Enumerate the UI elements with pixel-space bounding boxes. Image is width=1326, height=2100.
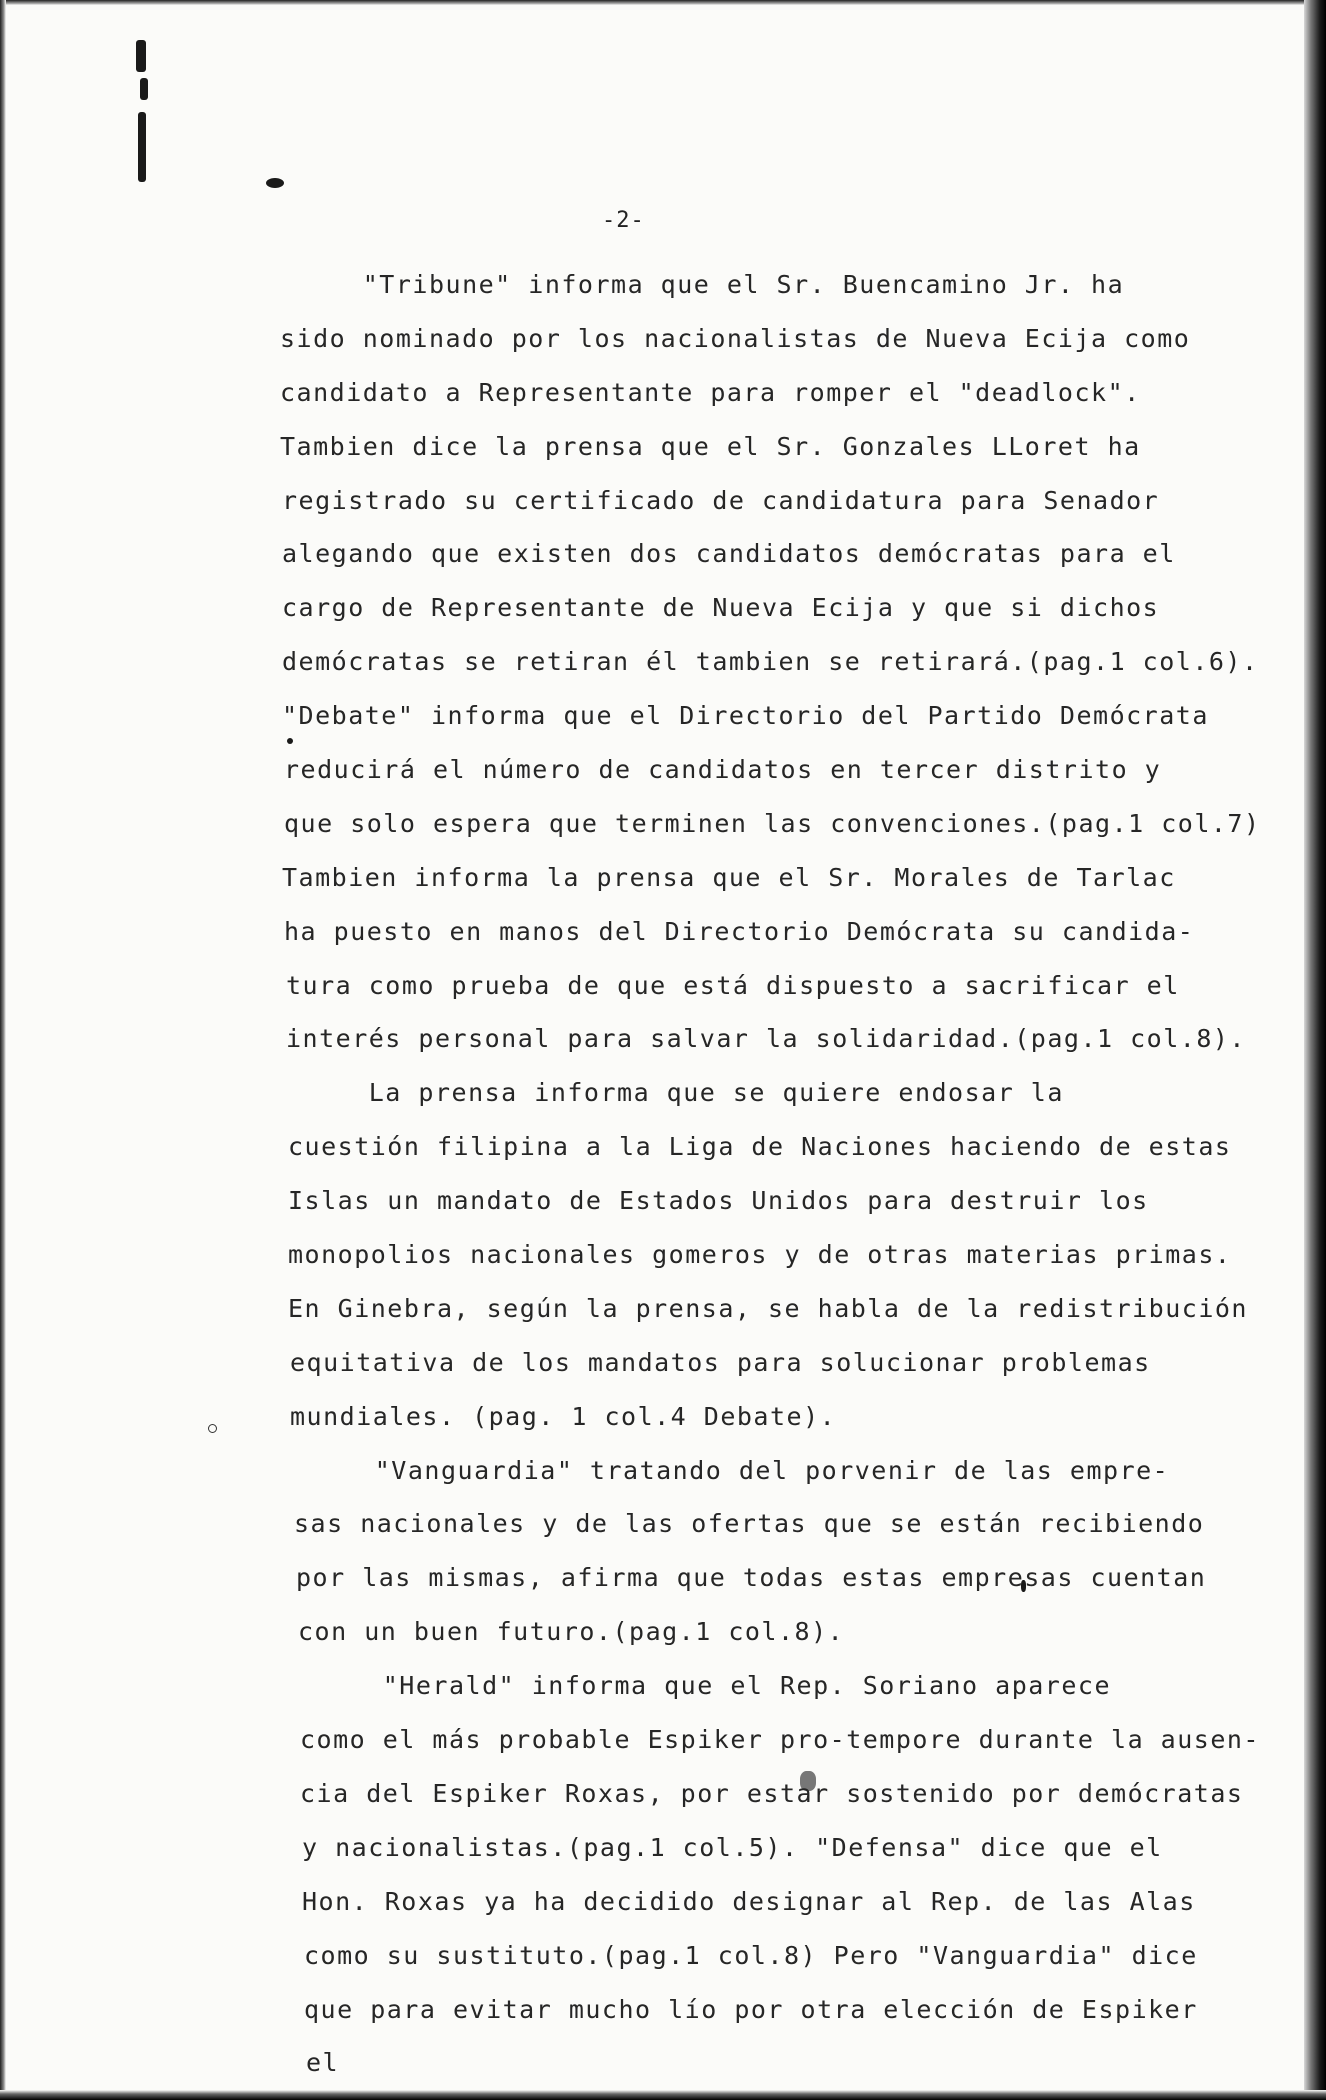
text-line: candidato a Representante para romper el "deadlock". bbox=[280, 377, 1141, 407]
scan-border-top bbox=[0, 0, 1326, 5]
text-line: interés personal para salvar la solidaridad.(pag.1 col.8). bbox=[286, 1024, 1246, 1054]
ink-dot bbox=[208, 1424, 217, 1433]
document-body bbox=[280, 258, 1261, 2090]
scan-border-bottom bbox=[0, 2090, 1326, 2100]
binder-mark bbox=[138, 112, 146, 182]
binder-mark bbox=[136, 40, 146, 72]
text-line: cargo de Representante de Nueva Ecija y que si dichos bbox=[282, 593, 1160, 623]
scan-border-left bbox=[0, 0, 6, 2100]
text-line: como el más probable Espiker pro-tempore durante la ausen- bbox=[300, 1725, 1260, 1755]
text-line: Hon. Roxas ya ha decidido designar al Rep. de las Alas bbox=[302, 1886, 1196, 1916]
text-line: que solo espera que terminen las convenciones.(pag.1 col.7) bbox=[284, 808, 1261, 838]
text-line: el bbox=[306, 2048, 340, 2078]
text-line: alegando que existen dos candidatos demócratas para el bbox=[282, 539, 1176, 569]
text-line: sas nacionales y de las ofertas que se están recibiendo bbox=[294, 1509, 1205, 1539]
text-line: monopolios nacionales gomeros y de otras materias primas. bbox=[288, 1240, 1232, 1270]
binder-mark bbox=[140, 78, 148, 100]
text-line: "Vanguardia" tratando del porvenir de las empre- bbox=[292, 1455, 1170, 1485]
scan-border-right bbox=[1304, 0, 1326, 2100]
text-line: como su sustituto.(pag.1 col.8) Pero "Vanguardia" dice bbox=[304, 1940, 1198, 1970]
text-line: que para evitar mucho lío por otra elección de Espiker bbox=[304, 1994, 1198, 2024]
text-line: Tambien dice la prensa que el Sr. Gonzales LLoret ha bbox=[280, 431, 1141, 461]
text-line: Islas un mandato de Estados Unidos para destruir los bbox=[288, 1186, 1149, 1216]
text-line: La prensa informa que se quiere endosar la bbox=[286, 1078, 1064, 1108]
text-line: En Ginebra, según la prensa, se habla de la redistribución bbox=[288, 1293, 1248, 1323]
text-line: y nacionalistas.(pag.1 col.5). "Defensa" dice que el bbox=[302, 1832, 1163, 1862]
text-line: sido nominado por los nacionalistas de Nueva Ecija como bbox=[280, 323, 1191, 353]
text-line: "Tribune" informa que el Sr. Buencamino Jr. ha bbox=[280, 270, 1125, 299]
page-number: -2- bbox=[602, 208, 645, 233]
text-line: "Debate" informa que el Directorio del Partido Demócrata bbox=[282, 701, 1209, 731]
text-line: Tambien informa la prensa que el Sr. Morales de Tarlac bbox=[282, 862, 1176, 892]
text-line: tura como prueba de que está dispuesto a sacrificar el bbox=[286, 970, 1180, 1000]
text-line: demócratas se retiran él tambien se retirará.(pag.1 col.6). bbox=[282, 647, 1259, 677]
text-line: "Herald" informa que el Rep. Soriano aparece bbox=[300, 1671, 1112, 1701]
ink-blot bbox=[266, 178, 284, 188]
text-line: cia del Espiker Roxas, por estar sostenido por demócratas bbox=[300, 1778, 1244, 1808]
text-line: por las mismas, afirma que todas estas empresas cuentan bbox=[296, 1563, 1207, 1593]
text-line: ha puesto en manos del Directorio Demócrata su candida- bbox=[284, 916, 1195, 946]
text-line: cuestión filipina a la Liga de Naciones haciendo de estas bbox=[288, 1132, 1232, 1162]
text-line: reducirá el número de candidatos en tercer distrito y bbox=[284, 755, 1162, 785]
text-line: registrado su certificado de candidatura para Senador bbox=[282, 485, 1160, 515]
text-line: con un buen futuro.(pag.1 col.8). bbox=[298, 1617, 845, 1647]
text-line: mundiales. (pag. 1 col.4 Debate). bbox=[290, 1401, 837, 1431]
text-line: equitativa de los mandatos para solucionar problemas bbox=[290, 1347, 1151, 1377]
